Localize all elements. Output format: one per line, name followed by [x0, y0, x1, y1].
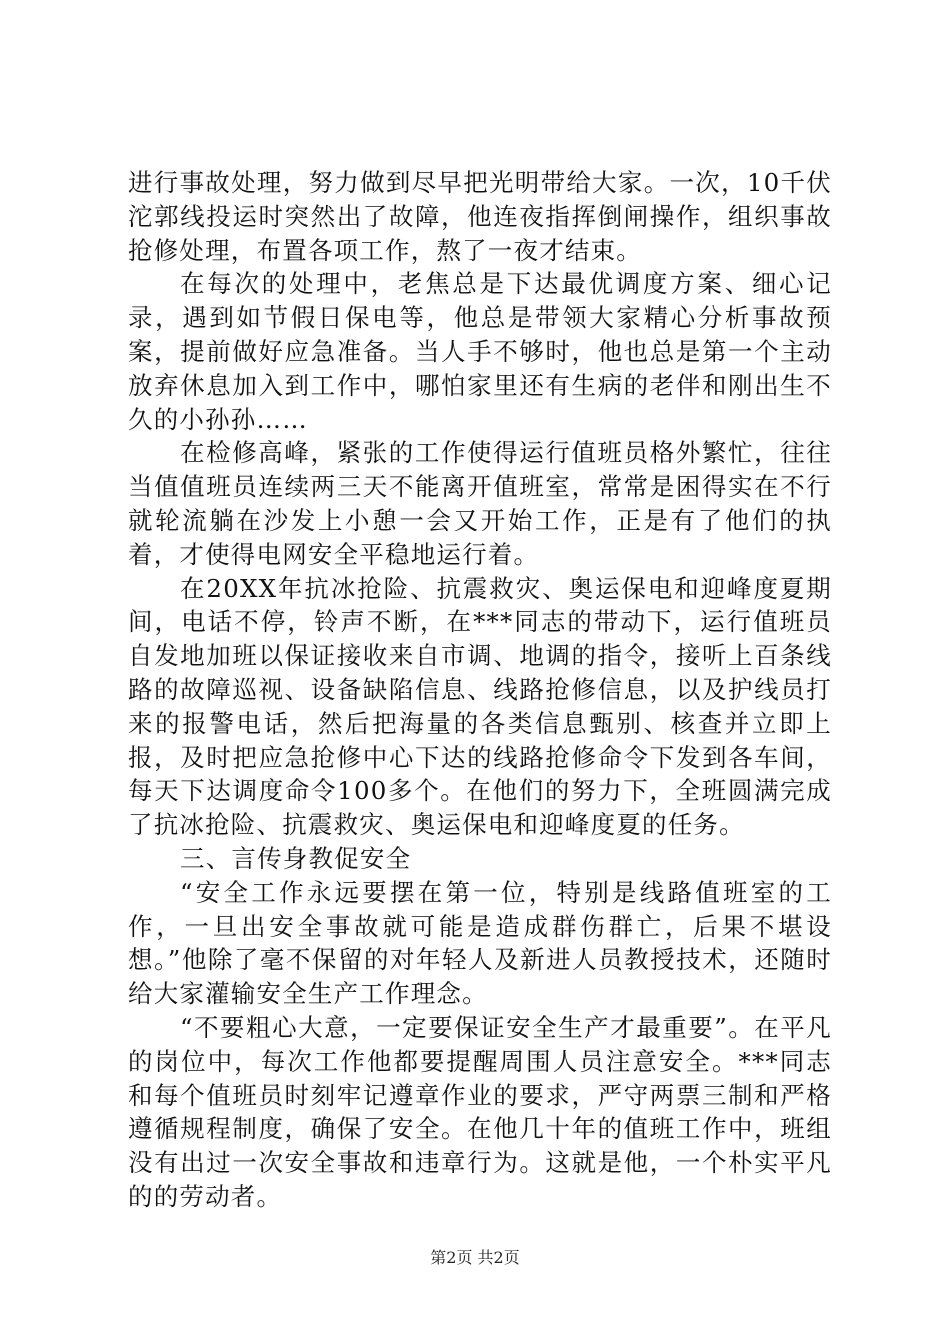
- paragraph-safety-quote: “安全工作永远要摆在第一位，特别是线路值班室的工作，一旦出安全事故就可能是造成群伤群亡，后果不堪设想。”他除了毫不保留的对年轻人及新进人员教授技术，还随时给大家灌输安全生产工作理念。: [128, 877, 832, 1009]
- paragraph-dispatch-plan: 在每次的处理中，老焦总是下达最优调度方案、细心记录，遇到如节假日保电等，他总是带领大家精心分析事故预案，提前做好应急准备。当人手不够时，他也总是第一个主动放弃休息加入到工作中，哪怕家里还有生病的老伴和刚出生不久的小孙孙……: [128, 269, 832, 434]
- page-number-footer: 第2页 共2页: [430, 1248, 520, 1267]
- paragraph-ice-disaster-period: 在20XX年抗冰抢险、抗震救灾、奥运保电和迎峰度夏期间，电话不停，铃声不断，在***同志的带动下，运行值班员自发地加班以保证接收来自市调、地调的指令，接听上百条线路的故障巡视、设备缺陷信息、线路抢修信息，以及护线员打来的报警电话，然后把海量的各类信息甄别、核查并立即上报，及时把应急抢修中心下达的线路抢修命令下发到各车间，每天下达调度命令100多个。在他们的努力下，全班圆满完成了抗冰抢险、抗震救灾、奥运保电和迎峰度夏的任务。: [128, 573, 832, 840]
- paragraph-maintenance-peak: 在检修高峰，紧张的工作使得运行值班员格外繁忙，往往当值值班员连续两三天不能离开值班室，常常是困得实在不行就轮流躺在沙发上小憩一会又开始工作，正是有了他们的执着，才使得电网安全平稳地运行着。: [128, 438, 832, 569]
- document-body: [128, 166, 832, 1214]
- paragraph-accident-handling: 进行事故处理，努力做到尽早把光明带给大家。一次，10千伏沱郭线投运时突然出了故障，他连夜指挥倒闸操作，组织事故抢修处理，布置各项工作，熬了一夜才结束。: [128, 168, 832, 265]
- section-heading-safety: 三、言传身教促安全: [180, 843, 412, 873]
- paragraph-safety-reminder: “不要粗心大意，一定要保证安全生产才最重要”。在平凡的岗位中，每次工作他都要提醒周围人员注意安全。***同志和每个值班员时刻牢记遵章作业的要求，严守两票三制和严格遵循规程制度，确保了安全。在他几十年的值班工作中，班组没有出过一次安全事故和违章行为。这就是他，一个朴实平凡的的劳动者。: [128, 1012, 832, 1211]
